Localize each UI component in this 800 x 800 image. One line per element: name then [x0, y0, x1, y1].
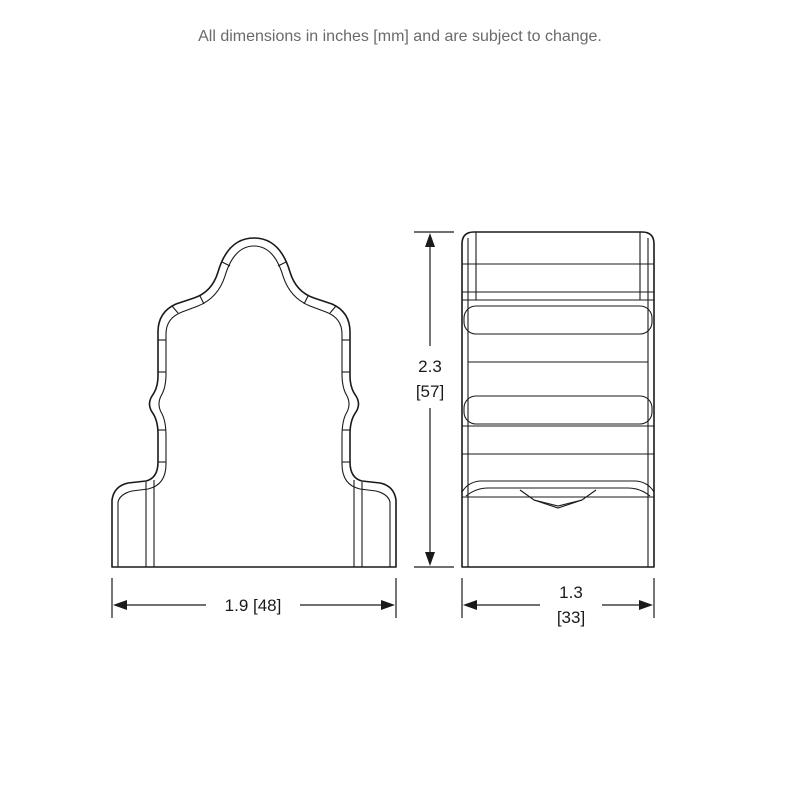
front-view-inner-wall	[118, 246, 390, 567]
dimension-depth	[462, 578, 654, 627]
dimension-depth-mm: [33]	[556, 608, 586, 627]
dimension-width-label: 1.9 [48]	[224, 596, 282, 615]
side-view	[462, 232, 654, 567]
dimension-height-mm: [57]	[415, 382, 445, 401]
front-view-outline	[112, 238, 396, 567]
side-lower-band	[464, 396, 652, 424]
side-upper-band	[464, 306, 652, 334]
dimension-height-inches: 2.3	[418, 357, 442, 376]
side-base-tab	[520, 490, 596, 506]
dimensions-note: All dimensions in inches [mm] and are subject to change.	[198, 28, 602, 45]
side-base-flare	[462, 481, 654, 492]
front-bend-ticks	[158, 262, 350, 462]
dimension-width-front	[112, 578, 396, 618]
front-view	[112, 238, 396, 567]
side-ribs	[462, 264, 654, 454]
dimension-depth-inches: 1.3	[559, 583, 583, 602]
dimension-height	[414, 232, 454, 567]
side-view-outline	[462, 232, 654, 567]
